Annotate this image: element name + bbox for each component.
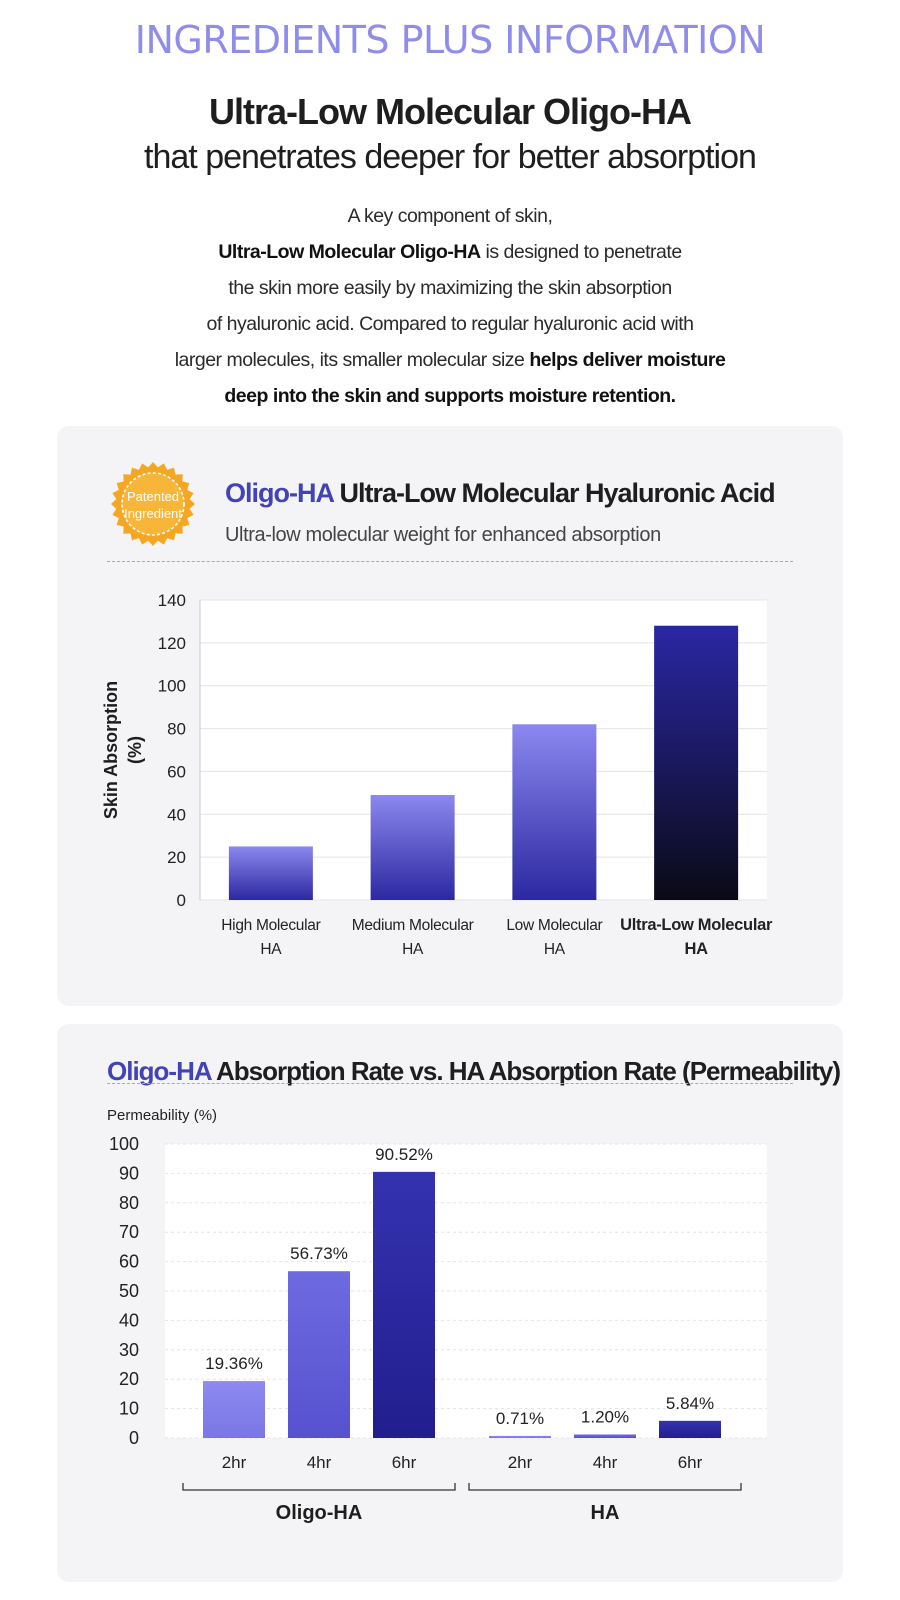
description-line-5-text: larger molecules, its smaller molecular size	[174, 349, 530, 371]
badge-text-line-1: Patented	[126, 489, 180, 504]
chart-2-y-tick-label: 70	[118, 1222, 139, 1243]
section-label: INGREDIENTS PLUS INFORMATION	[134, 18, 766, 62]
chart-1-category-label: Medium Molecular	[351, 917, 474, 934]
description-line-4: of hyaluronic acid. Compared to regular hyaluronic acid with	[206, 313, 694, 335]
chart-2-y-tick-label: 30	[118, 1339, 139, 1360]
chart-1-category-label: High Molecular	[221, 917, 321, 934]
chart-1-bar	[654, 626, 738, 900]
chart-1-bar	[371, 795, 455, 900]
chart-2-y-tick-label: 40	[118, 1310, 139, 1331]
chart-2-y-tick-label: 10	[118, 1398, 139, 1419]
panel-1-title-text: Ultra-Low Molecular Hyaluronic Acid	[332, 478, 775, 508]
chart-2-y-tick-label: 100	[108, 1134, 139, 1154]
badge-text-line-2: Ingredient	[124, 506, 182, 521]
chart-2-bar	[574, 1434, 636, 1438]
chart-2-value-label: 56.73%	[290, 1244, 348, 1264]
chart-2-bar	[288, 1271, 350, 1438]
description-emphasis-1: Ultra-Low Molecular Oligo-HA	[218, 241, 481, 263]
chart-2-category-label: 6hr	[677, 1453, 703, 1472]
chart-1-category-label: Low Molecular	[506, 917, 603, 934]
chart-2-value-label: 19.36%	[205, 1354, 263, 1374]
description-line-5	[0, 342, 900, 378]
absorption-panel	[57, 426, 843, 1006]
chart-1-bar	[512, 724, 596, 900]
chart-2-value-label: 0.71%	[495, 1408, 545, 1428]
chart-1-y-axis-label-line: Skin Absorption	[101, 680, 121, 820]
chart-1-category-label: Ultra-Low Molecular	[620, 916, 773, 934]
chart-1-y-tick-label: 40	[167, 805, 186, 825]
panel-2-title-text: Absorption Rate vs. HA Absorption Rate (Permeability)	[210, 1056, 840, 1086]
chart-1-y-tick-label: 0	[176, 891, 186, 910]
headline-line-2: that penetrates deeper for better absorption	[144, 138, 756, 176]
chart-2-bar	[659, 1421, 721, 1438]
chart-2-y-axis-label: Permeability (%)	[107, 1107, 218, 1124]
panel-2-title-accent: Oligo-HA	[107, 1056, 211, 1086]
chart-2-value-label: 90.52%	[375, 1144, 433, 1164]
chart-2-category-label: 2hr	[221, 1453, 247, 1472]
chart-2-category-label: 2hr	[507, 1453, 533, 1472]
chart-1-y-tick-label: 80	[167, 719, 186, 739]
chart-2-y-tick-label: 90	[118, 1163, 139, 1184]
headline-line-1: Ultra-Low Molecular Oligo-HA	[208, 91, 691, 132]
chart-2-y-tick-label: 20	[118, 1369, 139, 1390]
panel-1-subtitle: Ultra-low molecular weight for enhanced absorption	[225, 524, 661, 546]
chart-2-category-label: 4hr	[592, 1453, 618, 1472]
chart-1-category-label: HA	[684, 940, 708, 958]
chart-2-bar	[373, 1172, 435, 1438]
chart-2-bar	[203, 1381, 265, 1438]
chart-1-category-label: HA	[543, 941, 565, 958]
chart-2-y-tick-label: 80	[118, 1192, 139, 1213]
chart-1-category-label: HA	[402, 941, 424, 958]
chart-1-y-tick-label: 140	[157, 591, 186, 610]
permeability-bar-chart	[57, 1024, 843, 1582]
description-line-1: A key component of skin,	[347, 205, 553, 227]
chart-2-group-label: Oligo-HA	[275, 1502, 363, 1524]
chart-1-y-tick-label: 120	[157, 633, 186, 653]
chart-1-y-axis-label	[101, 681, 145, 819]
chart-2-value-label: 5.84%	[665, 1393, 715, 1413]
description-line-6	[0, 378, 900, 414]
chart-2-group-bracket	[183, 1483, 455, 1490]
chart-2-bar	[489, 1436, 551, 1438]
chart-1-y-tick-label: 20	[167, 848, 186, 868]
chart-2-category-label: 6hr	[391, 1453, 417, 1472]
headline	[0, 90, 900, 180]
chart-1-y-axis-label-line: (%)	[125, 736, 145, 764]
description-line-2-text: is designed to penetrate	[480, 241, 682, 263]
chart-2-y-tick-label: 0	[128, 1428, 139, 1448]
panel-1-title-accent: Oligo-HA	[225, 478, 333, 508]
permeability-panel	[57, 1024, 843, 1582]
chart-1-y-tick-label: 100	[157, 676, 186, 696]
chart-2-y-tick-label: 50	[118, 1281, 139, 1301]
chart-2-category-label: 4hr	[306, 1453, 332, 1472]
chart-1-y-tick-label: 60	[167, 762, 186, 782]
description	[0, 198, 900, 414]
description-emphasis-2: helps deliver moisture	[529, 349, 726, 371]
chart-2-group-label: HA	[590, 1502, 620, 1524]
chart-2-value-label: 1.20%	[580, 1407, 630, 1427]
chart-2-group-bracket	[469, 1483, 741, 1490]
description-emphasis-3: deep into the skin and supports moisture retention.	[224, 385, 676, 407]
chart-1-bar	[229, 846, 313, 900]
absorption-bar-chart	[57, 426, 843, 1006]
chart-2-y-tick-label: 60	[118, 1251, 139, 1272]
description-line-2	[0, 234, 900, 270]
description-line-3: the skin more easily by maximizing the skin absorption	[228, 277, 672, 299]
chart-1-category-label: HA	[260, 941, 282, 958]
